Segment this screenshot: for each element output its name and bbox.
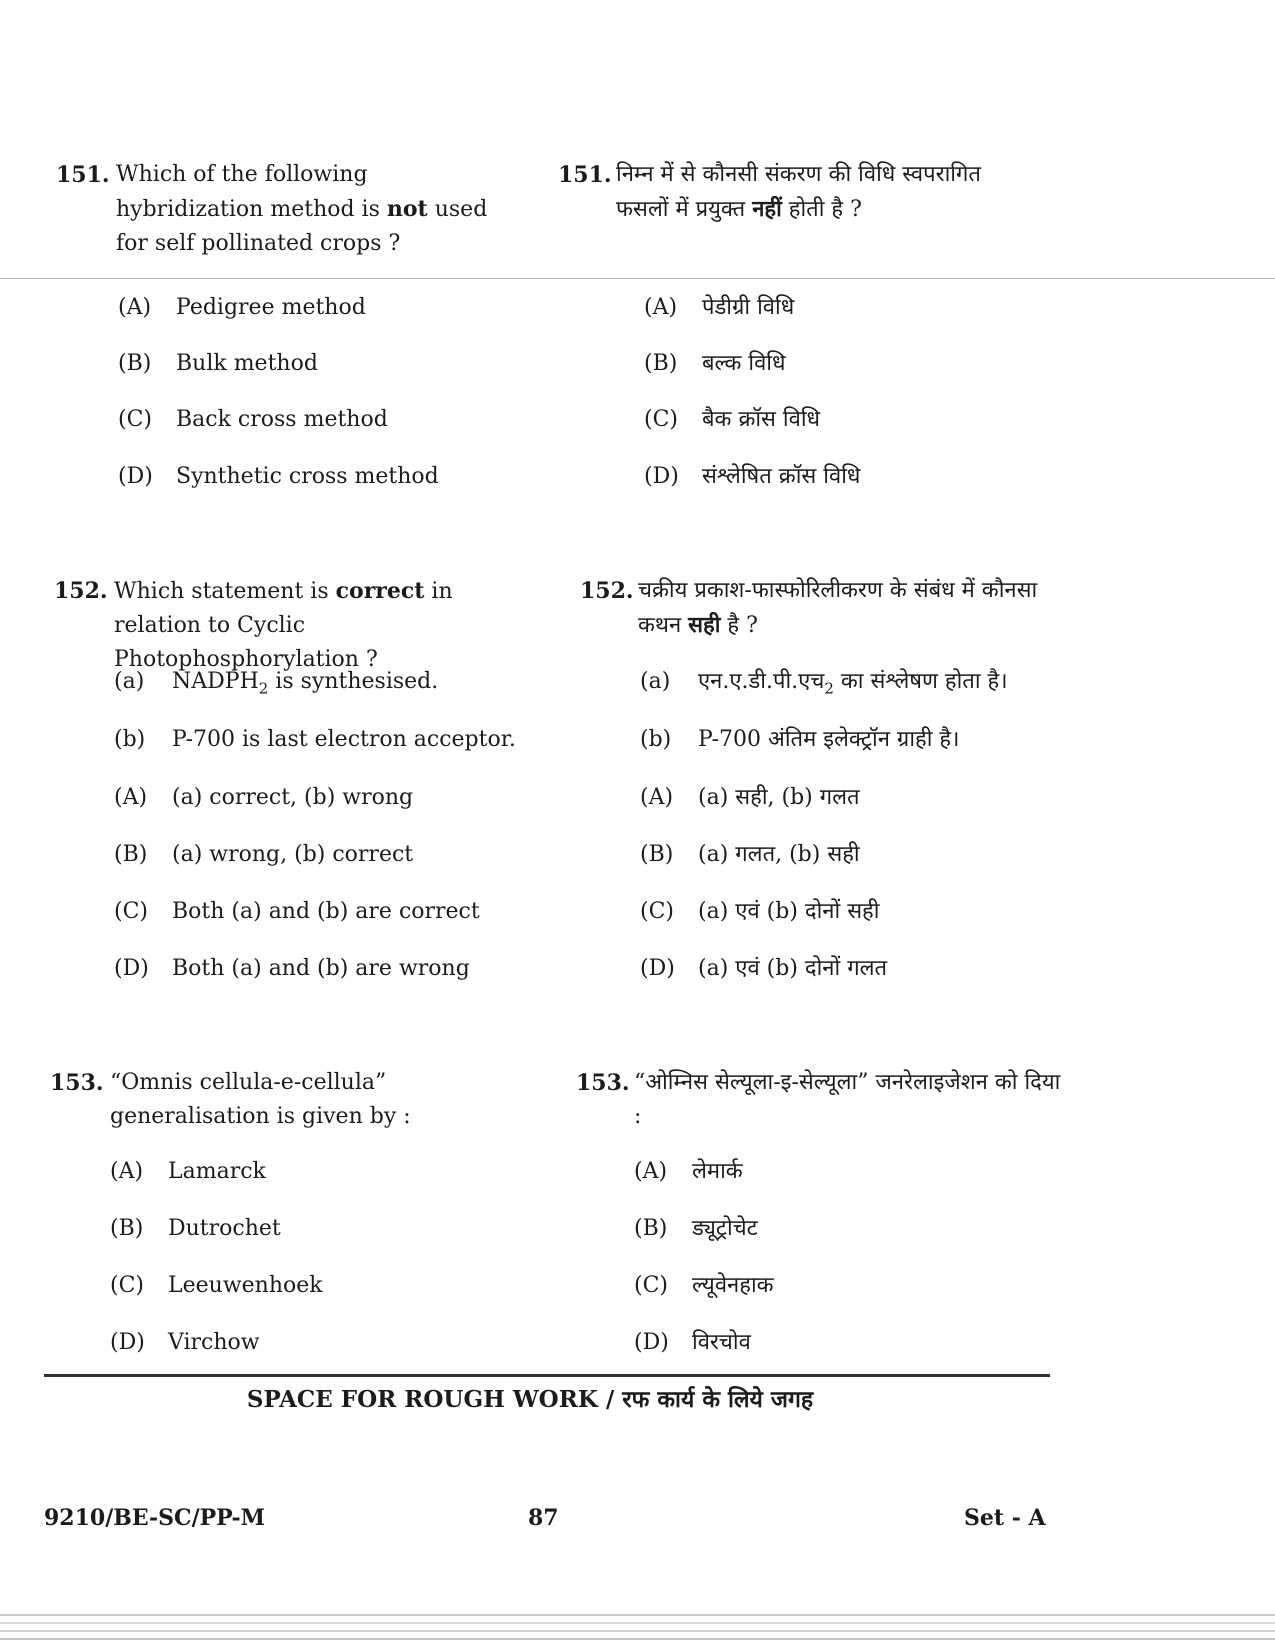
question-number: 152.	[54, 578, 108, 604]
question-152-hi	[580, 574, 1080, 646]
question-153-en	[50, 1066, 550, 1138]
question-152-en	[54, 574, 544, 672]
question-stem-en: Which of the following hybridization method is not used for self pollinated crops ?	[116, 162, 488, 256]
question-number: 153.	[50, 1070, 104, 1096]
question-151-en	[56, 158, 526, 268]
question-stem-hi: निम्न में से कौनसी संकरण की विधि स्वपरागित फसलों में प्रयुक्त नहीं होती है ?	[616, 162, 981, 222]
scan-line	[0, 1614, 1275, 1616]
scan-line	[0, 1638, 1275, 1640]
scan-line	[0, 1622, 1275, 1624]
question-stem-en: “Omnis cellula-e-cellula” generalisation is given by :	[110, 1070, 411, 1129]
question-number: 151.	[558, 162, 612, 188]
question-stem-en: Which statement is correct in relation to Cyclic Photophosphorylation ?	[114, 578, 453, 672]
rough-work-divider	[44, 1374, 1050, 1377]
question-153-hi	[576, 1066, 1076, 1138]
question-number: 151.	[56, 162, 110, 188]
question-151-hi	[558, 158, 1078, 238]
question-number: 152.	[580, 578, 634, 604]
question-stem-hi: चक्रीय प्रकाश-फास्फोरिलीकरण के संबंध में कौनसा कथन सही है ?	[638, 578, 1038, 638]
rough-work-heading: SPACE FOR ROUGH WORK / रफ कार्य के लिये जगह	[246, 1386, 814, 1413]
question-number: 153.	[576, 1070, 630, 1096]
page-number: 87	[528, 1505, 559, 1531]
scan-divider	[0, 278, 1275, 279]
booklet-code: 9210/BE-SC/PP-M	[44, 1505, 265, 1531]
set-label: Set - A	[964, 1505, 1046, 1531]
scan-line	[0, 1630, 1275, 1632]
question-stem-hi: “ओम्निस सेल्यूला-इ-सेल्यूला” जनरेलाइजेशन को दिया :	[634, 1070, 1061, 1129]
